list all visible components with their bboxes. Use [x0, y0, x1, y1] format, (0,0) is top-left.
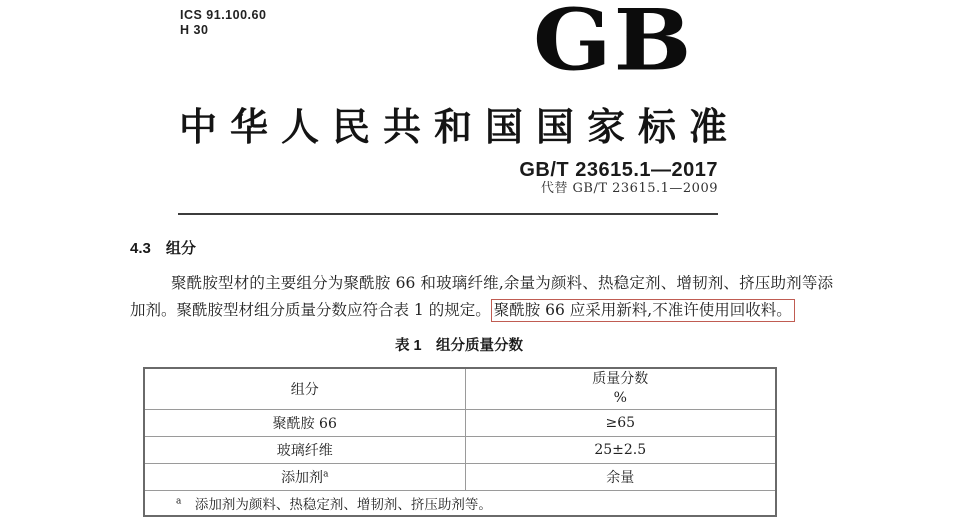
table-footnote-row [144, 491, 776, 517]
page-title: 中华人民共和国国家标准 [179, 104, 741, 149]
ics-category-code: H 30 [180, 23, 209, 37]
paragraph-text: 聚酰胺型材的主要组分为聚酰胺 66 和玻璃纤维,余量为颜料、热稳定剂、增韧剂、挤压助剂等添加剂。聚酰胺型材组分质量分数应符合表 1 的规定。 [130, 274, 833, 319]
cell-value: 余量 [465, 464, 776, 491]
table-header-row [144, 368, 776, 410]
standard-number-block [400, 159, 718, 197]
table-footnote [144, 491, 776, 517]
cell-component: 玻璃纤维 [144, 437, 465, 464]
footnote-text: 添加剂为颜料、热稳定剂、增韧剂、挤压助剂等。 [181, 497, 492, 513]
component-text: 添加剂 [281, 470, 324, 486]
cell-value: ≥65 [465, 410, 776, 437]
col-header-mass-fraction [465, 368, 776, 410]
cell-component [144, 464, 465, 491]
section-heading: 4.3 组分 [130, 240, 196, 257]
ics-classification [180, 8, 266, 38]
col-header-component: 组分 [144, 368, 465, 410]
replaced-standard: 代替 GB/T 23615.1—2009 [540, 181, 718, 196]
mass-fraction-label: 质量分数 [592, 371, 649, 387]
gb-logo: GB [533, 0, 694, 90]
standard-number: GB/T 23615.1—2017 [519, 159, 718, 181]
table-caption: 表 1 组分质量分数 [394, 338, 524, 354]
body-paragraph [130, 270, 833, 323]
table-row [144, 464, 776, 491]
footnote-marker: a [176, 496, 182, 507]
cell-value: 25±2.5 [465, 437, 776, 464]
composition-table [143, 367, 777, 517]
percent-label: % [613, 390, 627, 406]
ics-code: ICS 91.100.60 [180, 8, 267, 22]
table-row [144, 410, 776, 437]
footnote-marker: a [323, 469, 329, 480]
cell-component: 聚酰胺 66 [144, 410, 465, 437]
table-row [144, 437, 776, 464]
header-divider [178, 213, 718, 215]
highlighted-sentence: 聚酰胺 66 应采用新料,不准许使用回收料。 [491, 299, 795, 322]
